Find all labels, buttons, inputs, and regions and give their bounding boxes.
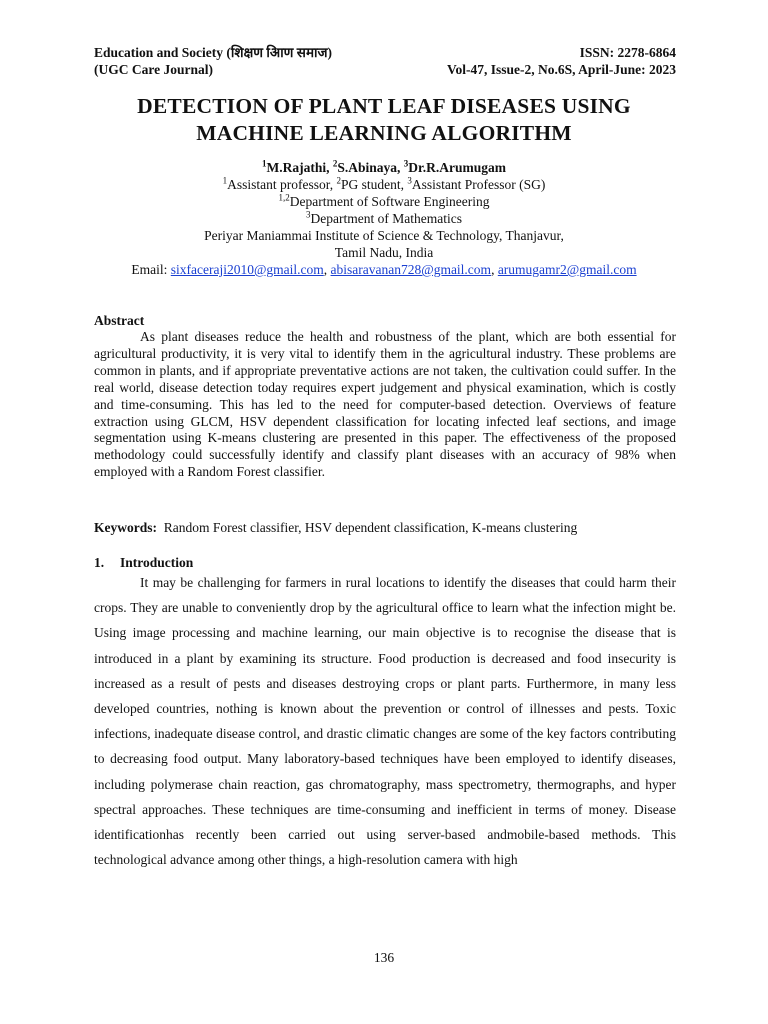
abstract-text: As plant diseases reduce the health and robustness of the plant, which are both essential for agricultural productivity, it is very vital to identify them in the agricultural industry. These problems are common in plants, and if appropriate preventative actions are not taken, the cultivation could suffer. In the real world, disease detection today requires expert judgement and physical examination, which is costly and time-consuming. This has led to the need for computer-based detection. Overviews of feature extraction using GLCM, HSV dependent classification for locating infected leaf sections, and image segmentation using K-means clustering are presented in this paper. The effectiveness of the proposed methodology could successfully identify and classify plant diseases with an accuracy of 98% when employed with a Random Forest classifier. (94, 329, 676, 480)
institute-name: Periyar Maniammai Institute of Science & Technology, Thanjavur, (204, 228, 564, 243)
role-3: Assistant Professor (SG) (411, 177, 546, 192)
author-3-sup: 3 (403, 158, 409, 169)
abstract-body (94, 329, 676, 481)
email-link-3[interactable]: arumugamr2@gmail.com (497, 262, 637, 277)
email-sep-2: , (491, 262, 498, 277)
issn: ISSN: 2278-6864 (579, 45, 676, 60)
institute-location: Tamil Nadu, India (334, 245, 434, 260)
introduction-text: It may be challenging for farmers in rural locations to identify the diseases that could harm their crops. They are unable to conveniently drop by the agricultural office to learn what the infection might be. Using image processing and machine learning, our main objective is to recognise the disease that is introduced in a plant by examining its structure. Food production is decreased and food insecurity is increased as a result of pests and diseases destroying crops or plant parts. Furthermore, in many less developed countries, nothing is known about the prevention or control of illnesses and pests. Toxic infections, inadequate disease control, and drastic climatic changes are some of the key factors contributing to decreasing food output. Many laboratory-based techniques have been employed to identify diseases, including polymerase chain reaction, gas chromatography, mass spectrometry, thermographs, and hyper spectral approaches. These techniques are time-consuming and inefficient in terms of money. Disease identificationhas recently been carried out using server-based andmobile-based methods. This technological advance among other things, a high-resolution camera with high (94, 575, 676, 868)
dept-1-sup: 1,2 (278, 192, 290, 203)
author-roles (60, 177, 708, 193)
journal-name: Education and Society (शिक्षण आिण समाज) (94, 45, 333, 60)
abstract-heading: Abstract (94, 313, 145, 328)
ugc-care-label: (UGC Care Journal) (94, 62, 213, 77)
email-label: Email: (131, 262, 171, 277)
role-2: PG student, (340, 177, 408, 192)
dept-2-sup: 3 (306, 209, 311, 220)
keywords-label: Keywords: (94, 520, 157, 535)
author-2: S.Abinaya, (337, 160, 404, 175)
volume-info: Vol-47, Issue-2, No.6S, April-June: 2023 (446, 62, 676, 77)
section-heading-introduction (94, 555, 193, 571)
role-1-sup: 1 (222, 175, 228, 186)
author-3: Dr.R.Arumugam (408, 160, 507, 175)
email-link-2[interactable]: abisaravanan728@gmail.com (330, 262, 492, 277)
dept-1-name: Department of Software Engineering (289, 194, 490, 209)
dept-2-name: Department of Mathematics (310, 211, 462, 226)
header-line-2 (94, 62, 676, 78)
title-line-2: MACHINE LEARNING ALGORITHM (196, 121, 572, 145)
role-2-sup: 2 (336, 175, 341, 186)
title-line-1: DETECTION OF PLANT LEAF DISEASES USING (137, 94, 631, 118)
keywords-line (94, 520, 676, 536)
email-line (60, 262, 708, 278)
page-number: 136 (373, 950, 395, 965)
role-3-sup: 3 (407, 175, 412, 186)
keywords-text: Random Forest classifier, HSV dependent classification, K-means clustering (163, 520, 578, 535)
section-title: Introduction (120, 555, 194, 570)
author-1-sup: 1 (261, 158, 267, 169)
department-2 (60, 211, 708, 227)
paper-title (60, 93, 708, 147)
header-line-1 (94, 45, 676, 61)
author-1: M.Rajathi, (266, 160, 333, 175)
author-list (60, 160, 708, 176)
email-link-1[interactable]: sixfaceraji2010@gmail.com (170, 262, 324, 277)
introduction-body (94, 570, 676, 872)
author-2-sup: 2 (332, 158, 338, 169)
role-1: Assistant professor, (227, 177, 337, 192)
department-1 (60, 194, 708, 210)
section-number: 1. (94, 555, 105, 570)
email-sep-1: , (323, 262, 331, 277)
